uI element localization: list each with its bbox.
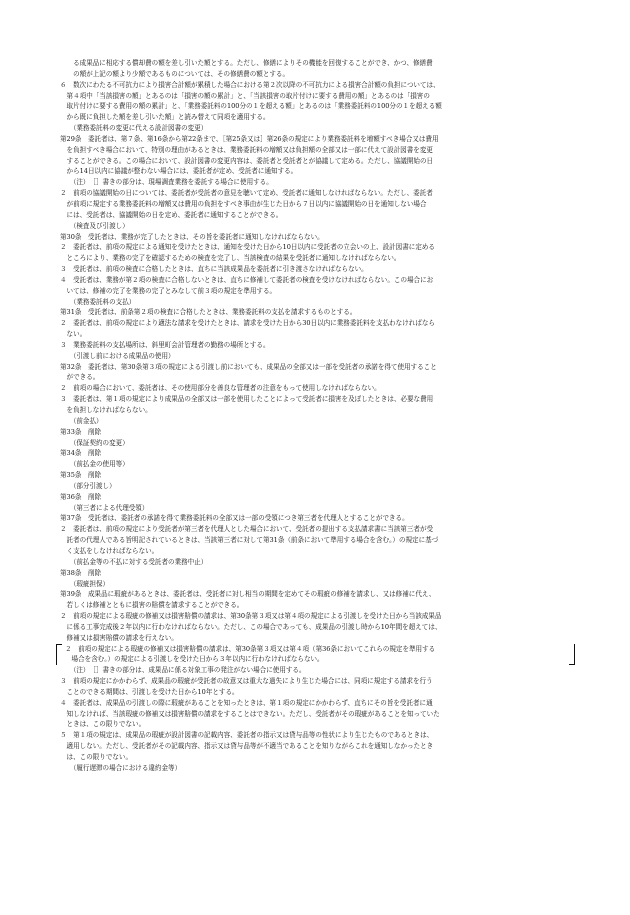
text-line: ２ 委託者は、前項の規定により適法な請求を受けたときは、請求を受けた日から30日以内に業務委託料を支払わなければなら (60, 319, 435, 328)
text-line: （引渡し前における成果品の使用） (60, 351, 175, 360)
text-line: ２ 委託者は、前項の規定による通知を受けたときは、通知を受けた日から10日以内に受託者の立会いの上、設計図書に定める (60, 243, 435, 252)
text-line: 場合を含む。）の規定による引渡しを受けた日から３年以内に行わなければならない。 (65, 655, 324, 664)
text-line: ３ 委託者は、第１項の規定により成果品の全部又は一部を使用したことによって受託者に損害を及ぼしたときは、必要な費用 (60, 395, 434, 404)
text-line: 修補又は損害賠償の請求を行えない。 (60, 633, 178, 642)
text-line: を負担しなければならない。 (60, 406, 152, 414)
text-line: 第30条 受託者は、業務が完了したときは、その旨を委託者に通知しなければならない。 (60, 232, 324, 241)
text-line: （業務委託料の変更に代える設計図書の変更） (60, 124, 208, 133)
text-line: 若しくは修補とともに損害の賠償を請求することができる。 (60, 601, 244, 610)
text-line: ことのできる期間は、引渡しを受けた日から10年とする。 (60, 687, 239, 696)
text-line: 託者の代理人である旨明記されているときは、当該第三者に対して第31条（前条において準用する場合を含む。）の規定に基づ (60, 536, 439, 545)
text-line: から14日以内に協議が整わない場合には、委託者が定め、受託者に通知する。 (60, 167, 298, 176)
text-line: ３ 前項の規定にかかわらず、成果品の瑕疵が受託者の故意又は重大な過失により生じた場合には、同項に規定する請求を行う (60, 677, 433, 686)
text-line: に係る工事完成後２年以内に行わなければならない。ただし、この場合であっても、成果品の引渡し時から10年間を超えては、 (60, 622, 442, 631)
text-line: 第32条 委託者は、第30条第３項の規定による引渡し前においても、成果品の全部又は一部を受託者の承諾を得て使用すること (60, 362, 437, 371)
text-line: （検査及び引渡し） (60, 221, 129, 230)
text-line: （前払金の使用等） (60, 460, 129, 469)
document-page (60, 58, 572, 774)
text-line: 第34条 削除 (60, 449, 102, 458)
bracketed-alternate-clause (56, 644, 575, 666)
text-line: （第三者による代理受領） (60, 503, 149, 512)
text-line: 第39条 成果品に瑕疵があるときは、委託者は、受託者に対し相当の期間を定めてその瑕疵の修補を請求し、又は修補に代え、 (60, 590, 436, 599)
text-line: 第４項中「当該損害の額」とあるのは「損害の額の累計」と、「当該損害の取片付けに要する費用の額」とあるのは「損害の (60, 91, 430, 100)
text-line: が前項に規定する業務委託料の増額又は費用の負担をすべき事由が生じた日から７日以内に協議開始の日を通知しない場合 (60, 199, 427, 208)
text-line: ない。 (60, 330, 87, 339)
text-line: 第38条 削除 (60, 568, 102, 577)
text-line: 第37条 受託者は、委託者の承諾を得て業務委託料の全部又は一部の受領につき第三者を代理人とすることができる。 (60, 514, 409, 523)
text-line: ３ 受託者は、前項の検査に合格したときは、直ちに当該成果品を委託者に引き渡さなければならない。 (60, 265, 368, 274)
text-line: （瑕疵担保） (60, 579, 110, 588)
text-line: することができる。この場合において、設計図書の変更内容は、委託者と受託者とが協議して定める。ただし、協議開始の日 (60, 156, 434, 165)
text-line: 第29条 委託者は、第７条、第16条から第22条まで、［第25条又は］第26条の規定により業務委託料を増額すべき場合又は費用 (60, 134, 439, 143)
text-line: の額が上記の額より少額であるものについては、その修繕費の額とする。 (60, 69, 290, 78)
text-line: （履行遅滞の場合における違約金等） (60, 763, 182, 772)
text-line: 第31条 受託者は、前条第２項の検査に合格したときは、業務委託料の支払を請求するものとする。 (60, 308, 357, 317)
text-line: （注） ［］書きの部分は、現場調査業務を委託する場合に使用する。 (60, 178, 273, 187)
text-line: ５ 第１項の規定は、成果品の瑕疵が設計図書の記載内容、委託者の指示又は貸与品等の性状により生じたものであるときは、 (60, 731, 434, 740)
text-line: ２ 前項の協議開始の日については、委託者が受託者の意見を聴いて定め、受託者に通知しなければならない。ただし、委託者 (60, 189, 433, 198)
text-line: ４ 委託者は、成果品の引渡しの際に瑕疵があることを知ったときは、第１項の規定にかかわらず、直ちにその旨を受託者に通 (60, 698, 433, 707)
text-line: る成果品に相応する償却費の額を差し引いた額とする。ただし、修繕によりその機能を回復することができ、かつ、修繕費 (60, 59, 433, 67)
text-line: く支払をしなければならない。 (60, 546, 159, 555)
text-line: （保証契約の変更） (60, 438, 129, 447)
text-line: （前金払） (60, 416, 103, 425)
text-line: ２ 前項の規定による瑕疵の修補又は損害賠償の請求は、第30条第３項又は第４項の規定による引渡しを受けた日から当該成果品 (60, 612, 442, 621)
text-line: 取片付けに要する費用の額の累計」と、「業務委託料の100分の１を超える額」とあるのは「業務委託料の100分の１を超える額 (60, 102, 442, 111)
text-line: 知しなければ、当該瑕疵の修補又は損害賠償の請求をすることはできない。ただし、受託者がその瑕疵があることを知っていた (60, 709, 440, 718)
text-line: ３ 業務委託料の支払場所は、斜里町会計管理者の勤務の場所とする。 (60, 340, 270, 349)
text-line: （業務委託料の支払） (60, 297, 136, 306)
text-line: ４ 受託者は、業務が第２項の検査に合格しないときは、直ちに修補して委託者の検査を受けなければならない。この場合にお (60, 275, 434, 284)
text-line: 第36条 削除 (60, 492, 102, 501)
text-line: （部分引渡し） (60, 481, 116, 490)
text-line: を負担すべき場合において、特別の理由があるときは、業務委託料の増額又は負担額の全部又は一部に代えて設計図書を変更 (60, 145, 433, 154)
text-line: ２ 前項の規定による瑕疵の修補又は損害賠償の請求は、第30条第３項又は第４項（第36条においてこれらの規定を準用する (65, 644, 436, 653)
text-line: （前払金等の不払に対する受託者の業務中止） (60, 557, 208, 566)
text-line: 第33条 削除 (60, 427, 102, 436)
text-line: ２ 前項の場合において、委託者は、その使用部分を善良な管理者の注意をもって使用しなければならない。 (60, 384, 381, 393)
text-line: ときは、この限りでない。 (60, 720, 146, 729)
text-line: ができる。 (60, 373, 100, 382)
text-line: 第35条 削除 (60, 471, 102, 480)
text-line: は、この限りでない。 (60, 753, 133, 761)
text-line: ところにより、業務の完了を確認するための検査を完了し、当該検査の結果を受託者に通知しなければならない。 (60, 254, 401, 263)
text-line: ２ 委託者は、前項の規定により受託者が第三者を代理人とした場合において、受託者の提出する支払請求書に当該第三者が受 (60, 525, 434, 534)
text-line: から既に負担した額を差し引いた額」と読み替えて同項を適用する。 (60, 113, 270, 122)
text-line: には、受託者は、協議開始の日を定め、委託者に通知することができる。 (60, 210, 283, 219)
text-line: いては、修補の完了を業務の完了とみなして前３項の規定を準用する。 (60, 286, 277, 295)
text-line: 適用しない。ただし、受託者がその記載内容、指示又は貸与品等が不適当であることを知りながらこれを通知しなかったとき (60, 742, 434, 751)
text-line: （注） ［］書きの部分は、成果品に係る対象工事の発注がない場合に使用する。 (60, 666, 306, 675)
text-line: ６ 数次にわたる不可抗力により損害合計額が累積した場合における第２次以降の不可抗力による損害合計額の負担については、 (60, 80, 440, 89)
